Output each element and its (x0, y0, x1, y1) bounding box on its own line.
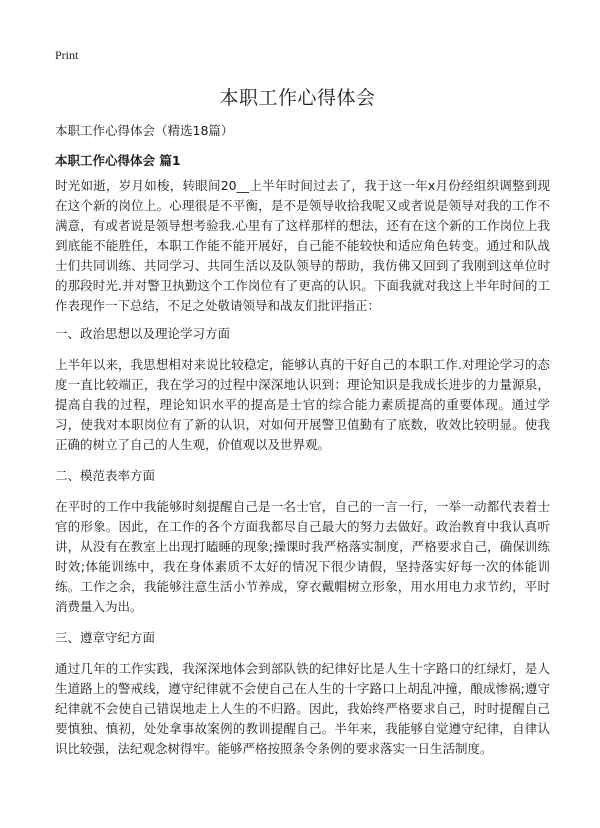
document-title: 本职工作心得体会 (219, 87, 376, 109)
heading-discipline: 三、遵章守纪方面 (55, 630, 156, 645)
heading-role-model: 二、模范表率方面 (55, 468, 156, 483)
paragraph-discipline: 通过几年的工作实践，我深深地体会到部队铁的纪律好比是人生十字路口的红绿灯，是人生道路上的警戒线，遵守纪律就不会使自己在人生的十字路口上胡乱冲撞，酿成惨祸;遵守纪律就不会使自己错误地走上人生的不归路。因此，我始终严格要求自己，时时提醒自己要慎独、慎初，处处拿事故案例的教训提醒自己。半年来，我能够自觉遵守纪律，自律认识比较强，法纪观念树得牢。能够严格按照条令条例的要求落实一日生活制度。 (55, 661, 550, 756)
paragraph-political-study: 上半年以来，我思想相对来说比较稳定，能够认真的干好自己的本职工作.对理论学习的态度一直比较端正，我在学习的过程中深深地认识到：理论知识是我成长进步的力量源泉，提高自我的过程，理论知识水平的提高是士官的综合能力素质提高的重要体现。通过学习，使我对本职岗位有了新的认识，对如何开展警卫值勤有了底数，收效比较明显。使我正确的树立了自己的人生观，价值观以及世界观。 (55, 357, 550, 452)
section-title: 本职工作心得体会 篇1 (55, 153, 181, 168)
document-subtitle: 本职工作心得体会（精选18篇） (55, 123, 234, 138)
paragraph-role-model: 在平时的工作中我能够时刻提醒自己是一名士官，自己的一言一行，一举一动都代表着士官的形象。因此，在工作的各个方面我都尽自己最大的努力去做好。政治教育中我认真听讲，从没有在教室上出现打瞌睡的现象;操课时我严格落实制度，严格要求自己，确保训练时效;体能训练中，我在身体素质不太好的情况下很少请假，坚持落实好每一次的体能训练。工作之余，我能够注意生活小节养成，穿衣戴帽树立形象，用水用电力求节约，平时消费量入为出。 (55, 499, 550, 614)
heading-political-study: 一、政治思想以及理论学习方面 (55, 326, 231, 341)
print-link[interactable]: Print (55, 48, 79, 62)
paragraph-intro: 时光如逝，岁月如梭，转眼间20__上半年时间过去了，我于这一年x月份经组织调整到现在这个新的岗位上。心理很是不平衡，是不是领导收拾我呢又或者说是领导对我的工作不满意，有或者说是领导想考验我.心里有了这样那样的想法，还有在这个新的工作岗位上我到底能不能胜任，本职工作能不能开展好，自己能不能较快和适应角色转变。通过和队战士们共同训练、共同学习、共同生活以及队领导的帮助，我仿佛又回到了我刚到这单位时的那段时光.并对警卫执勤这个工作岗位有了更高的认识。下面我就对我这上半年时间的工作表现作一下总结，不足之处敬请领导和战友们批评指正： (55, 178, 550, 313)
